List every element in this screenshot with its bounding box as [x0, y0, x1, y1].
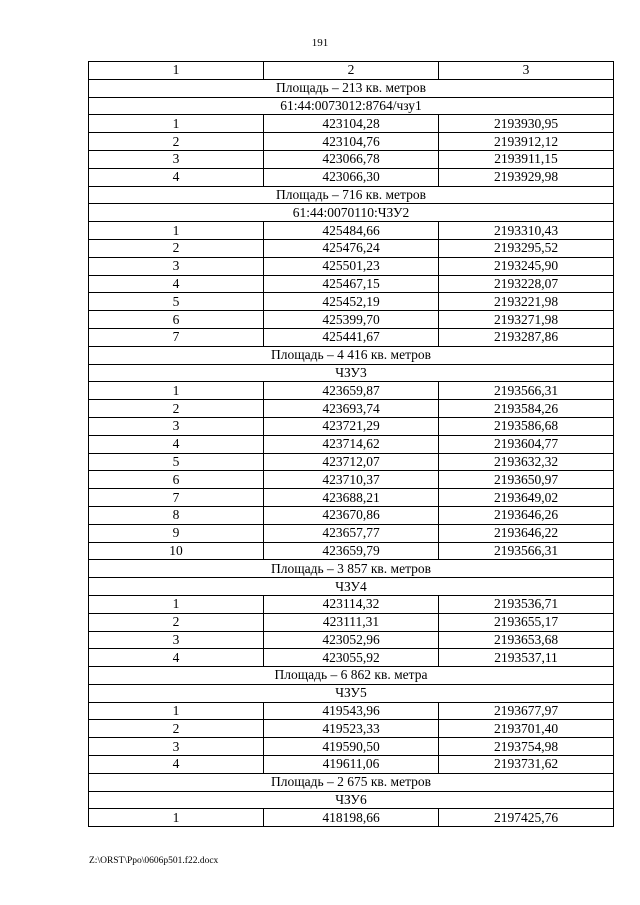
point-number-cell: 1 — [89, 809, 264, 827]
point-number-cell: 4 — [89, 435, 264, 453]
coordinate-x-cell: 423104,76 — [264, 133, 439, 151]
coordinate-x-cell: 423055,92 — [264, 649, 439, 667]
table-row — [89, 702, 614, 720]
header-cell-1: 1 — [89, 62, 264, 80]
point-number-cell: 3 — [89, 257, 264, 275]
table-row — [89, 275, 614, 293]
table-row — [89, 222, 614, 240]
coordinate-y-cell: 2193287,86 — [439, 328, 614, 346]
coordinate-x-cell: 425467,15 — [264, 275, 439, 293]
coordinate-y-cell: 2193604,77 — [439, 435, 614, 453]
table-row — [89, 328, 614, 346]
section-id-row — [89, 97, 614, 115]
coordinate-y-cell: 2193677,97 — [439, 702, 614, 720]
section-id-row-cell: ЧЗУ6 — [89, 791, 614, 809]
coordinate-x-cell: 423052,96 — [264, 631, 439, 649]
coordinate-y-cell: 2193632,32 — [439, 453, 614, 471]
table-row — [89, 435, 614, 453]
section-area-row — [89, 186, 614, 204]
section-id-row — [89, 791, 614, 809]
coordinate-y-cell: 2193537,11 — [439, 649, 614, 667]
coordinate-y-cell: 2193228,07 — [439, 275, 614, 293]
coordinate-y-cell: 2193653,68 — [439, 631, 614, 649]
coordinate-x-cell: 423659,87 — [264, 382, 439, 400]
section-area-row — [89, 667, 614, 685]
table-row — [89, 738, 614, 756]
point-number-cell: 2 — [89, 613, 264, 631]
table-row — [89, 382, 614, 400]
coordinate-y-cell: 2193566,31 — [439, 542, 614, 560]
coordinate-y-cell: 2193649,02 — [439, 489, 614, 507]
coordinate-y-cell: 2193295,52 — [439, 239, 614, 257]
section-area-row-cell: Площадь – 2 675 кв. метров — [89, 773, 614, 791]
point-number-cell: 6 — [89, 471, 264, 489]
coordinates-table — [88, 61, 614, 827]
coordinate-x-cell: 423714,62 — [264, 435, 439, 453]
point-number-cell: 4 — [89, 275, 264, 293]
point-number-cell: 2 — [89, 133, 264, 151]
coordinate-x-cell: 423104,28 — [264, 115, 439, 133]
coordinate-x-cell: 423710,37 — [264, 471, 439, 489]
section-area-row-cell: Площадь – 4 416 кв. метров — [89, 346, 614, 364]
table-row — [89, 595, 614, 613]
coordinate-x-cell: 423659,79 — [264, 542, 439, 560]
section-area-row — [89, 773, 614, 791]
point-number-cell: 3 — [89, 738, 264, 756]
coordinate-x-cell: 423712,07 — [264, 453, 439, 471]
coordinate-y-cell: 2193271,98 — [439, 311, 614, 329]
coordinate-y-cell: 2197425,76 — [439, 809, 614, 827]
table-row — [89, 417, 614, 435]
coordinate-x-cell: 418198,66 — [264, 809, 439, 827]
coordinate-x-cell: 425399,70 — [264, 311, 439, 329]
coordinate-y-cell: 2193912,12 — [439, 133, 614, 151]
coordinate-y-cell: 2193930,95 — [439, 115, 614, 133]
point-number-cell: 10 — [89, 542, 264, 560]
coordinate-x-cell: 423693,74 — [264, 400, 439, 418]
section-area-row-cell: Площадь – 213 кв. метров — [89, 79, 614, 97]
coordinate-y-cell: 2193310,43 — [439, 222, 614, 240]
coordinate-y-cell: 2193731,62 — [439, 756, 614, 774]
table-row — [89, 649, 614, 667]
coordinate-y-cell: 2193911,15 — [439, 150, 614, 168]
coordinate-y-cell: 2193245,90 — [439, 257, 614, 275]
page-number: 191 — [311, 37, 329, 49]
coordinate-x-cell: 425501,23 — [264, 257, 439, 275]
header-cell-2: 2 — [264, 62, 439, 80]
point-number-cell: 1 — [89, 382, 264, 400]
section-id-row-cell: 61:44:0073012:8764/чзу1 — [89, 97, 614, 115]
header-row — [89, 62, 614, 80]
coordinate-y-cell: 2193584,26 — [439, 400, 614, 418]
coordinate-y-cell: 2193701,40 — [439, 720, 614, 738]
table-row — [89, 115, 614, 133]
table-row — [89, 809, 614, 827]
point-number-cell: 1 — [89, 115, 264, 133]
coordinate-y-cell: 2193221,98 — [439, 293, 614, 311]
section-area-row-cell: Площадь – 3 857 кв. метров — [89, 560, 614, 578]
table-row — [89, 239, 614, 257]
section-id-row-cell: ЧЗУ3 — [89, 364, 614, 382]
section-id-row — [89, 204, 614, 222]
section-id-row — [89, 684, 614, 702]
coordinate-y-cell: 2193566,31 — [439, 382, 614, 400]
point-number-cell: 4 — [89, 756, 264, 774]
coordinate-x-cell: 425452,19 — [264, 293, 439, 311]
coordinate-y-cell: 2193646,22 — [439, 524, 614, 542]
header-cell-3: 3 — [439, 62, 614, 80]
point-number-cell: 7 — [89, 489, 264, 507]
table-row — [89, 400, 614, 418]
table-row — [89, 168, 614, 186]
point-number-cell: 1 — [89, 222, 264, 240]
coordinate-y-cell: 2193650,97 — [439, 471, 614, 489]
coordinate-x-cell: 423111,31 — [264, 613, 439, 631]
point-number-cell: 9 — [89, 524, 264, 542]
table-row — [89, 720, 614, 738]
coordinate-y-cell: 2193536,71 — [439, 595, 614, 613]
table-row — [89, 613, 614, 631]
table-row — [89, 756, 614, 774]
point-number-cell: 7 — [89, 328, 264, 346]
point-number-cell: 4 — [89, 168, 264, 186]
coordinate-x-cell: 419523,33 — [264, 720, 439, 738]
section-id-row-cell: 61:44:0070110:ЧЗУ2 — [89, 204, 614, 222]
coordinate-x-cell: 423670,86 — [264, 506, 439, 524]
section-area-row — [89, 346, 614, 364]
table-row — [89, 133, 614, 151]
section-id-row — [89, 578, 614, 596]
point-number-cell: 3 — [89, 631, 264, 649]
table-row — [89, 542, 614, 560]
point-number-cell: 3 — [89, 417, 264, 435]
point-number-cell: 4 — [89, 649, 264, 667]
point-number-cell: 6 — [89, 311, 264, 329]
coordinate-x-cell: 423688,21 — [264, 489, 439, 507]
coordinate-x-cell: 423066,30 — [264, 168, 439, 186]
section-area-row — [89, 560, 614, 578]
point-number-cell: 2 — [89, 400, 264, 418]
coordinate-y-cell: 2193646,26 — [439, 506, 614, 524]
section-id-row-cell: ЧЗУ4 — [89, 578, 614, 596]
table-row — [89, 150, 614, 168]
table-body — [89, 62, 614, 827]
table-row — [89, 489, 614, 507]
coordinate-x-cell: 423066,78 — [264, 150, 439, 168]
table-row — [89, 293, 614, 311]
point-number-cell: 2 — [89, 720, 264, 738]
coordinate-y-cell: 2193754,98 — [439, 738, 614, 756]
coordinate-x-cell: 425484,66 — [264, 222, 439, 240]
point-number-cell: 1 — [89, 595, 264, 613]
point-number-cell: 8 — [89, 506, 264, 524]
table-row — [89, 471, 614, 489]
coordinate-y-cell: 2193586,68 — [439, 417, 614, 435]
table-row — [89, 257, 614, 275]
section-area-row-cell: Площадь – 6 862 кв. метра — [89, 667, 614, 685]
table-row — [89, 631, 614, 649]
coordinate-x-cell: 419543,96 — [264, 702, 439, 720]
table-row — [89, 506, 614, 524]
coordinate-x-cell: 423657,77 — [264, 524, 439, 542]
table-row — [89, 524, 614, 542]
section-id-row — [89, 364, 614, 382]
coordinate-y-cell: 2193655,17 — [439, 613, 614, 631]
point-number-cell: 5 — [89, 293, 264, 311]
coordinate-x-cell: 425441,67 — [264, 328, 439, 346]
coordinate-x-cell: 419611,06 — [264, 756, 439, 774]
point-number-cell: 3 — [89, 150, 264, 168]
table-row — [89, 453, 614, 471]
footer-file-path: Z:\ORST\Ppo\0606p501.f22.docx — [89, 856, 219, 866]
coordinate-x-cell: 423114,32 — [264, 595, 439, 613]
point-number-cell: 1 — [89, 702, 264, 720]
section-area-row — [89, 79, 614, 97]
point-number-cell: 2 — [89, 239, 264, 257]
section-area-row-cell: Площадь – 716 кв. метров — [89, 186, 614, 204]
coordinate-x-cell: 423721,29 — [264, 417, 439, 435]
table-row — [89, 311, 614, 329]
point-number-cell: 5 — [89, 453, 264, 471]
section-id-row-cell: ЧЗУ5 — [89, 684, 614, 702]
coordinate-x-cell: 425476,24 — [264, 239, 439, 257]
coordinate-x-cell: 419590,50 — [264, 738, 439, 756]
coordinate-y-cell: 2193929,98 — [439, 168, 614, 186]
